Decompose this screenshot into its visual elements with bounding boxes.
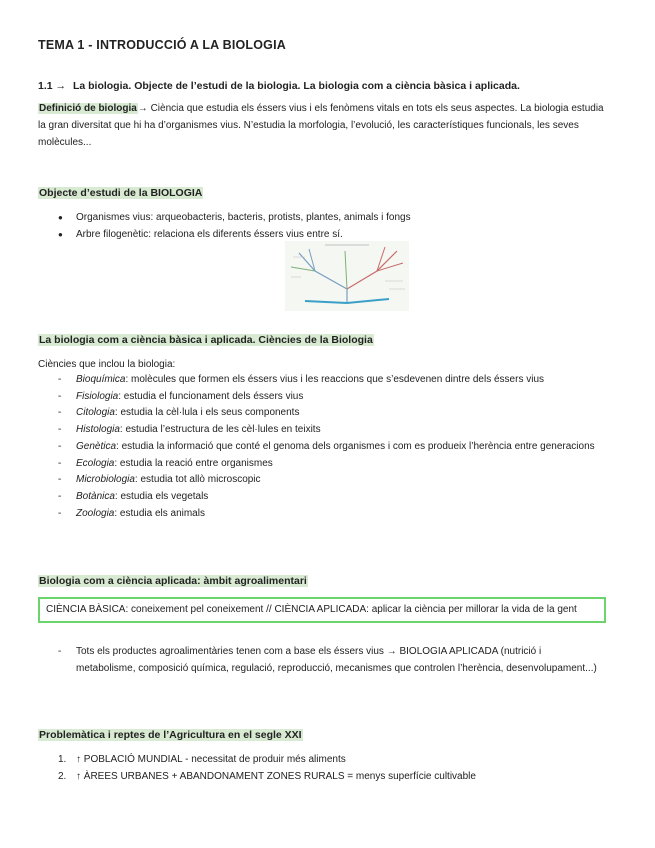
science-desc: : estudia la cèl·lula i els seus components — [114, 407, 300, 419]
problems-heading-text: Problemàtica i reptes de l’Agricultura en el segle XXI — [39, 729, 302, 741]
science-desc: : estudia els animals — [114, 507, 205, 519]
definition-text: Ciència que estudia els éssers vius i els fenòmens vitals en tots els seus aspectes. La biologia estudia la gran diversitat que hi ha d’organismes vius. N’estudia la morfologia, l’evolució, les característiques funcionals, les seves molècules... — [38, 103, 604, 148]
problem-text: ↑ POBLACIÓ MUNDIAL - necessitat de produir més aliments — [76, 754, 346, 765]
problem-item — [38, 768, 598, 785]
science-item: - Botànica: estudia els vegetals — [58, 490, 209, 502]
definition-arrow: → — [137, 103, 148, 114]
bullet-item: ● Arbre filogenètic: relaciona els diferents éssers vius entre sí. — [38, 226, 613, 243]
sciences-intro: Ciències que inclou la biologia: — [38, 359, 176, 370]
definition-label: Definició de biologia — [39, 103, 137, 114]
science-term: Genètica — [76, 440, 117, 452]
sciences-heading — [38, 334, 374, 346]
science-term: Microbiologia — [76, 474, 135, 486]
science-item: - Histologia: estudia l’estructura de les cèl·lules en teixits — [58, 424, 321, 436]
science-term: Bioquímica — [76, 374, 126, 385]
section-heading-1-1 — [38, 80, 520, 92]
science-term: Citologia — [76, 407, 115, 419]
science-desc: : estudia tot allò microscopic — [134, 474, 261, 486]
science-term: Ecologia — [76, 457, 115, 469]
applied-heading — [38, 575, 308, 587]
science-item: - Ecologia: estudia la reació entre organismes — [58, 457, 273, 469]
definition-paragraph — [38, 100, 613, 151]
science-term: Fisiologia — [76, 390, 119, 402]
applied-item: - Tots els productes agroalimentàries tenen com a base els éssers vius → BIOLOGIA APLICADA (nutrició i metabolisme, composició química, regulació, reproducció, mecanismes que controlen l’herència, desenvolupament...) — [58, 646, 597, 674]
object-heading-text: Objecte d’estudi de la BIOLOGIA — [39, 187, 203, 199]
science-desc: : estudia la reació entre organismes — [114, 457, 273, 469]
object-bullet-list — [38, 209, 613, 243]
applied-heading-text: Biologia com a ciència aplicada: àmbit agroalimentari — [39, 575, 307, 587]
object-heading — [38, 187, 203, 199]
section-title: La biologia. Objecte de l’estudi de la biologia. La biologia com a ciència bàsica i aplicada. — [72, 80, 520, 92]
problem-number: 2. — [58, 771, 67, 782]
science-desc: : estudia la informació que conté el genoma dels organismes i com es produeix l’herència entre generacions — [116, 440, 595, 452]
sciences-heading-text: La biologia com a ciència bàsica i aplicada. Ciències de la Biologia — [39, 334, 373, 346]
science-item: - Fisiologia: estudia el funcionament dels éssers vius — [58, 390, 304, 402]
page-title: TEMA 1 - INTRODUCCIÓ A LA BIOLOGIA — [38, 38, 286, 52]
applied-list — [38, 643, 598, 677]
science-desc: : estudia el funcionament dels éssers vius — [118, 390, 304, 402]
science-desc: : estudia l’estructura de les cèl·lules en teixits — [119, 424, 321, 436]
problem-text: ↑ ÀREES URBANES + ABANDONAMENT ZONES RURALS = menys superfície cultivable — [76, 771, 476, 782]
phylogenetic-tree-image — [285, 241, 409, 311]
section-number: 1.1 → — [38, 80, 67, 92]
sciences-list — [38, 372, 598, 522]
problem-item — [38, 751, 598, 768]
science-item: - Bioquímica: molècules que formen els éssers vius i les reaccions que s’esdevenen dintre dels éssers vius — [58, 374, 545, 385]
science-item: - Zoologia: estudia els animals — [58, 507, 205, 519]
science-term: Botànica — [76, 490, 115, 502]
science-item: - Citologia: estudia la cèl·lula i els seus components — [58, 407, 300, 419]
highlight-box: CIÈNCIA BÀSICA: coneixement pel coneixement // CIÈNCIA APLICADA: aplicar la ciència per millorar la vida de la gent — [38, 597, 606, 623]
science-term: Zoologia — [76, 507, 115, 519]
problems-list — [38, 751, 598, 785]
problem-number: 1. — [58, 754, 67, 765]
problems-heading — [38, 729, 303, 741]
science-item: - Microbiologia: estudia tot allò microscopic — [58, 474, 261, 486]
applied-item-text: Tots els productes agroalimentàries tenen com a base els éssers vius → BIOLOGIA APLICADA (nutrició i metabolisme, composició química, regulació, reproducció, mecanismes que controlen l’herència, desenvolupament...) — [76, 646, 597, 674]
science-desc: : molècules que formen els éssers vius i les reaccions que s’esdevenen dintre dels éssers vius — [125, 374, 545, 385]
bullet-item: ● Organismes vius: arqueobacteris, bacteris, protists, plantes, animals i fongs — [38, 209, 613, 226]
science-desc: : estudia els vegetals — [114, 490, 209, 502]
science-term: Histologia — [76, 424, 120, 436]
science-item: - Genètica: estudia la informació que conté el genoma dels organismes i com es produeix l’herència entre generacions — [58, 440, 595, 452]
